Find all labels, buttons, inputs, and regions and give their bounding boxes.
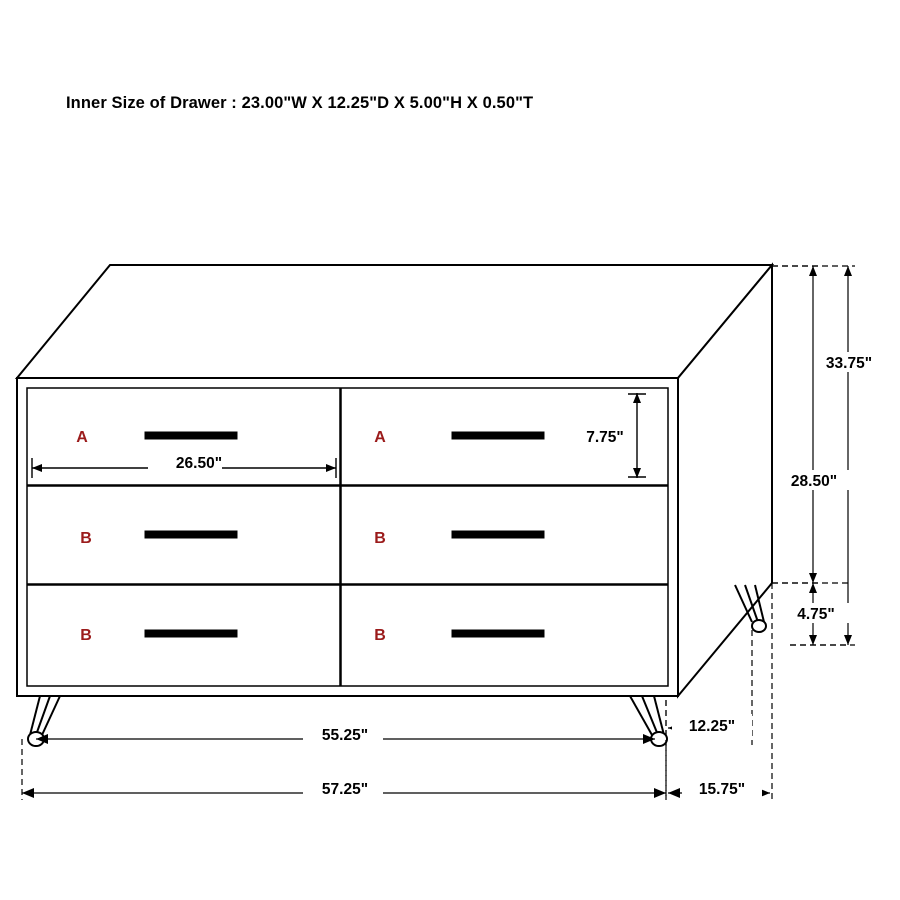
drawer-label-mid-left: B bbox=[80, 530, 92, 547]
handle-bottom-right bbox=[452, 630, 544, 637]
inner-drawer-size-title: Inner Size of Drawer : 23.00"W X 12.25"D X 5.00"H X 0.50"T bbox=[66, 94, 534, 112]
dimension-label-overall-height: 33.75" bbox=[825, 355, 873, 372]
dimension-label-cabinet-width: 55.25" bbox=[321, 727, 369, 744]
handle-mid-right bbox=[452, 531, 544, 538]
dimension-label-cabinet-height: 28.50" bbox=[790, 473, 838, 490]
drawer-label-top-left: A bbox=[76, 429, 88, 446]
drawer-label-top-right: A bbox=[374, 429, 386, 446]
drawer-label-mid-right: B bbox=[374, 530, 386, 547]
cabinet-outline bbox=[17, 265, 772, 696]
handle-top-left bbox=[145, 432, 237, 439]
dimension-label-overall-width: 57.25" bbox=[321, 781, 369, 798]
dimension-label-leg-height: 4.75" bbox=[797, 606, 835, 623]
drawer-label-bottom-right: B bbox=[374, 627, 386, 644]
dimension-label-cabinet-depth: 12.25" bbox=[688, 718, 736, 735]
handle-bottom-left bbox=[145, 630, 237, 637]
dimension-cabinet-height bbox=[772, 266, 820, 583]
dimension-label-overall-depth: 15.75" bbox=[698, 781, 746, 798]
handle-mid-left bbox=[145, 531, 237, 538]
dimension-label-drawer-width: 26.50" bbox=[175, 455, 223, 472]
handle-top-right bbox=[452, 432, 544, 439]
drawer-label-bottom-left: B bbox=[80, 627, 92, 644]
dimension-label-drawer-height: 7.75" bbox=[586, 429, 624, 446]
